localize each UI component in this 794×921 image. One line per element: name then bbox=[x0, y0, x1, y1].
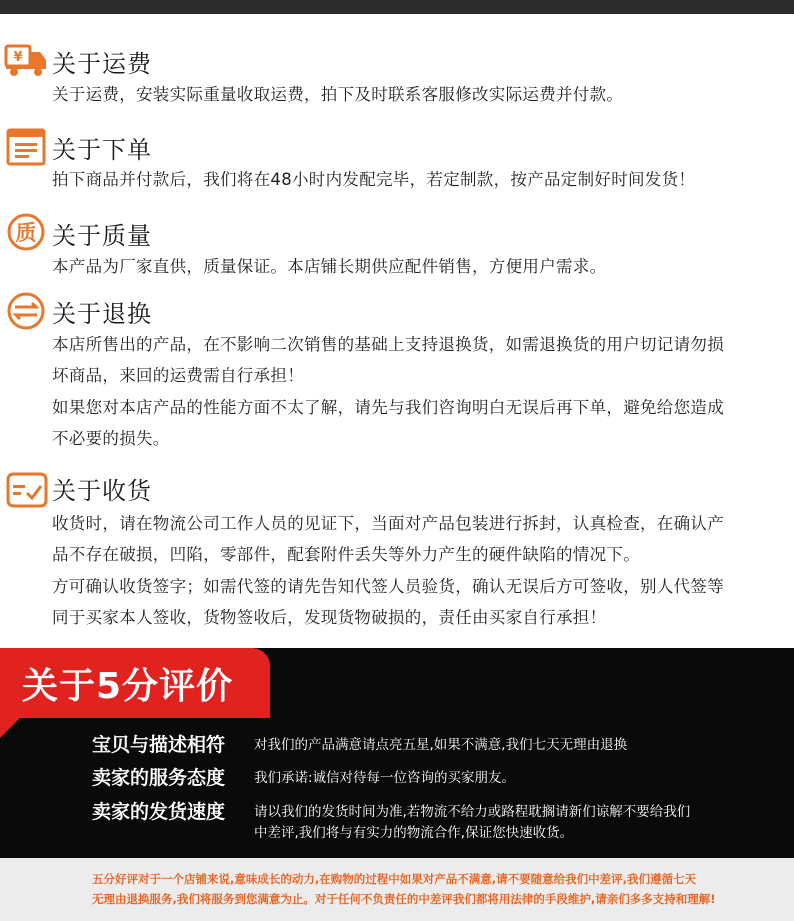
section-receiving bbox=[0, 468, 794, 638]
section-text-line: 品不存在破损，凹陷，零部件，配套附件丢失等外力产生的硬件缺陷的情况下。 bbox=[52, 545, 640, 564]
section-title: 关于退换 bbox=[52, 300, 152, 328]
rating-row-label: 卖家的发货速度 bbox=[92, 801, 226, 823]
footer-text-line: 五分好评对于一个店铺来说,意味成长的动力,在购物的过程中如果对产品不满意,请不要随意给我们中差评,我们遵循七天 bbox=[92, 872, 696, 886]
section-returns bbox=[0, 291, 794, 451]
section-title: 关于质量 bbox=[52, 222, 152, 250]
rating-title: 关于5分评价 bbox=[22, 666, 234, 707]
section-title: 关于运费 bbox=[52, 50, 152, 78]
exchange-arrows-icon bbox=[4, 291, 50, 331]
section-text-line: 关于运费，安装实际重量收取运费，拍下及时联系客服修改实际运费并付款。 bbox=[52, 85, 624, 104]
section-text-line: 本产品为厂家直供，质量保证。本店铺长期供应配件销售，方便用户需求。 bbox=[52, 257, 607, 276]
section-text-line: 不必要的损失。 bbox=[52, 429, 170, 448]
rating-row-label: 卖家的服务态度 bbox=[92, 767, 226, 789]
delivery-truck-yen-icon bbox=[4, 42, 50, 82]
section-quality bbox=[0, 212, 794, 282]
section-text-line: 方可确认收货签字；如需代签的请先告知代签人员验货，确认无误后方可签收，别人代签等 bbox=[52, 577, 724, 596]
top-banner-strip bbox=[0, 0, 794, 14]
section-text-line: 坏商品，来回的运费需自行承担！ bbox=[52, 366, 304, 385]
section-shipping-fee bbox=[0, 38, 794, 108]
section-title: 关于收货 bbox=[52, 477, 152, 505]
quality-badge-icon bbox=[4, 212, 50, 252]
rating-row-desc: 中差评,我们将与有实力的物流合作,保证您快速收货。 bbox=[254, 825, 574, 841]
rating-row-desc: 我们承诺:诚信对待每一位咨询的买家朋友。 bbox=[254, 770, 516, 786]
section-text-line: 收货时，请在物流公司工作人员的见证下，当面对产品包装进行拆封，认真检查，在确认产 bbox=[52, 514, 724, 533]
section-ordering bbox=[0, 126, 794, 196]
rating-row-desc: 对我们的产品满意请点亮五星,如果不满意,我们七天无理由退换 bbox=[254, 737, 628, 753]
svg-text:¥: ¥ bbox=[13, 50, 23, 65]
section-text-line: 同于买家本人签收，货物签收后，发现货物破损的，责任由买家自行承担！ bbox=[52, 608, 607, 627]
rating-row-label: 宝贝与描述相符 bbox=[92, 734, 226, 756]
five-star-footer-note bbox=[0, 858, 794, 921]
rating-title-tab bbox=[0, 648, 270, 718]
receipt-check-icon bbox=[4, 470, 50, 510]
section-text-line: 拍下商品并付款后，我们将在48小时内发配完毕，若定制款，按产品定制好时间发货！ bbox=[52, 170, 696, 189]
order-form-icon bbox=[4, 128, 50, 168]
section-text-line: 本店所售出的产品，在不影响二次销售的基础上支持退换货，如需退换货的用户切记请勿损 bbox=[52, 335, 724, 354]
five-star-rating-panel bbox=[0, 648, 794, 858]
section-text-line: 如果您对本店产品的性能方面不太了解，请先与我们咨询明白无误后再下单，避免给您造成 bbox=[52, 398, 724, 417]
svg-text:质: 质 bbox=[15, 221, 37, 245]
section-title: 关于下单 bbox=[52, 136, 152, 164]
rating-tab-notch bbox=[0, 718, 20, 738]
rating-row-desc: 请以我们的发货时间为准,若物流不给力或路程耽搁请新们谅解不要给我们 bbox=[254, 804, 691, 820]
footer-text-line: 无理由退换服务,我们将服务到您满意为止。对于任何不负责任的中差评我们都将用法律的手段维护,请亲们多多支持和理解! bbox=[92, 892, 716, 906]
